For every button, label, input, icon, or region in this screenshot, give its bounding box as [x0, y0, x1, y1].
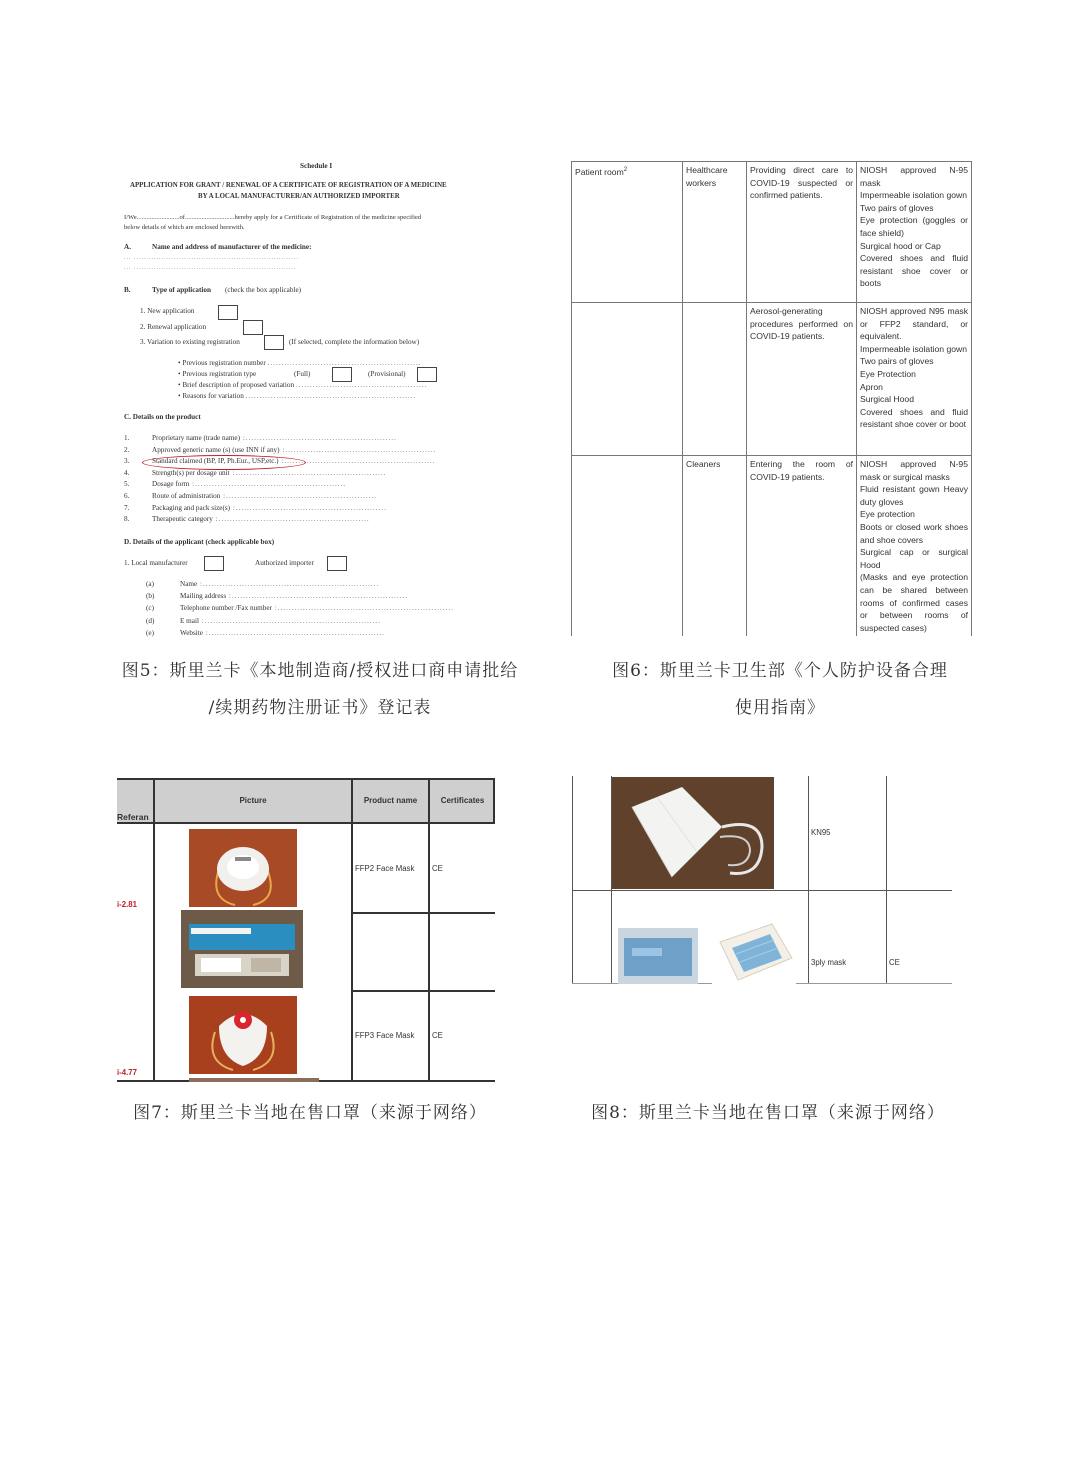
3ply-mask-photo [712, 918, 796, 984]
table-border [886, 776, 887, 984]
figure-8-mask-table [570, 776, 954, 988]
ppe-item: NIOSH approved N-95 mask or surgical masks [860, 459, 968, 482]
figure-5-registration-form [112, 150, 522, 642]
caption-fig6-line1: 图6：斯里兰卡卫生部《个人防护设备合理 [612, 661, 948, 681]
table-border [493, 778, 495, 822]
row2-certificate: CE [889, 958, 900, 967]
fill-dots: :............................................................... [202, 628, 385, 637]
ppe-item: Boots or closed work shoes and shoe covers [860, 521, 968, 545]
section-a-label: A. [124, 243, 131, 251]
applicant-item-label [180, 617, 381, 625]
ppe-item: Impermeable isolation gown [860, 190, 968, 201]
product-item-text: Strength(s) per dosage unit [152, 468, 230, 477]
row3-product-name: FFP3 Face Mask [355, 1031, 415, 1040]
fill-dots: :............................................................... [197, 580, 380, 588]
table-row [572, 456, 972, 637]
3ply-box-photo [618, 928, 698, 984]
ppe-cell [857, 162, 972, 303]
authorized-importer-label: Authorized importer [255, 559, 314, 567]
product-item-number: 7. [124, 503, 130, 512]
table-border [351, 912, 495, 914]
ppe-item: Two pairs of gloves [860, 202, 934, 213]
setting-text: Patient room [575, 166, 624, 177]
caption-fig5-line1: 图5：斯里兰卡《本地制造商/授权进口商申请批给 [121, 661, 519, 681]
kn95-mask-photo [612, 777, 774, 889]
applicant-item-label [180, 592, 408, 600]
variation-note: (If selected, complete the information below) [289, 338, 420, 346]
product-item-text: Approved generic name (s) (use INN if any) [152, 445, 280, 454]
fill-dots: :...................................................... [240, 434, 397, 442]
product-item-label [152, 480, 346, 488]
ppe-item: Apron [860, 381, 883, 392]
table-border [808, 776, 809, 984]
row3-reference: i-4.77 [117, 1068, 137, 1077]
ppe-item: NIOSH approved N95 mask or FFP2 standard, or equivalent. [860, 306, 968, 342]
variation-label: 3. Variation to existing registration [140, 338, 240, 346]
ppe-item: (Masks and eye protection can be shared between rooms of confirmed cases or between rooms of suspected cases) [860, 572, 968, 633]
applicant-item-label [180, 604, 454, 612]
variation-checkbox [264, 335, 284, 350]
row1-reference: i-2.81 [117, 900, 137, 909]
activity-cell: Providing direct care to COVID-19 suspected or confirmed patients. [747, 162, 857, 303]
provisional-checkbox [417, 367, 437, 382]
header-product-name: Product name [353, 780, 428, 822]
product-item-text: Dosage form [152, 480, 190, 489]
ppe-item: Eye Protection [860, 368, 916, 379]
ppe-item: NIOSH approved N-95 mask [860, 165, 968, 188]
bullet-variation-desc: • Brief description of proposed variation ............................................... [178, 381, 428, 389]
ppe-guideline-table [571, 161, 972, 636]
local-manufacturer-checkbox [204, 556, 224, 571]
bullet-variation-reasons-text: Reasons for variation [182, 392, 244, 400]
caption-fig7: 图7：斯里兰卡当地在售口罩（来源于网络） [133, 1103, 487, 1123]
section-b-heading: Type of application [152, 286, 211, 294]
form-title-line1: APPLICATION FOR GRANT / RENEWAL OF A CERTIFICATE OF REGISTRATION OF A MEDICINE [130, 182, 447, 189]
table-border [428, 778, 430, 1082]
table-border [351, 778, 353, 1082]
fill-dots: :............................................................... [271, 604, 454, 613]
new-application-checkbox [218, 305, 238, 320]
ppe-cell [857, 303, 972, 456]
section-c-heading: C. Details on the product [124, 413, 201, 421]
caption-fig5-line2: /续期药物注册证书》登记表 [208, 698, 432, 718]
row1-certificate: CE [432, 864, 443, 873]
fill-dots: :...................................................... [279, 445, 437, 454]
row3-certificate: CE [432, 1031, 443, 1040]
ppe-item: Fluid resistant gown Heavy duty gloves [860, 484, 968, 507]
authorized-importer-checkbox [327, 556, 347, 571]
fill-dots: :...................................................... [220, 492, 378, 500]
form-intro-line1: I/We..........................of..............................hereby apply for a Certificate of Registration of the medicine specified [124, 214, 422, 221]
table-border [351, 990, 495, 992]
applicant-item-label [180, 580, 379, 588]
header-certificates: Certificates [430, 780, 495, 822]
renewal-application-checkbox [243, 320, 263, 335]
applicant-item-text: Name [180, 580, 198, 588]
table-border [117, 822, 495, 824]
applicant-item-letter: (e) [146, 628, 154, 637]
section-a-dots1: ... .................................................................. [124, 255, 299, 261]
product-item-label [152, 446, 436, 454]
ppe-item: Surgical Hood [860, 394, 914, 405]
ppe-item: Covered shoes and fluid resistant shoe cover or boots [860, 253, 968, 289]
bullet-prev-reg-number: • Previous registration number ....................................................... [178, 359, 422, 367]
product-item-label [152, 434, 397, 442]
product-item-number: 4. [124, 468, 130, 477]
caption-fig8: 图8：斯里兰卡当地在售口罩（来源于网络） [591, 1103, 945, 1123]
applicant-item-text: Telephone number /Fax number [180, 604, 272, 613]
fill-dots: :...................................................... [230, 503, 387, 512]
ppe-item: Impermeable isolation gown [860, 343, 968, 354]
ppe-item: Eye protection (goggles or face shield) [860, 215, 968, 238]
full-checkbox [332, 367, 352, 382]
renewal-application-label: 2. Renewal application [140, 323, 207, 331]
fill-dots: :...................................................... [278, 457, 436, 466]
bullet-variation-reasons: • Reasons for variation ............................................................. [178, 392, 417, 400]
product-item-text: Packaging and pack size(s) [152, 503, 231, 512]
product-item-text: Therapeutic category [152, 515, 213, 524]
ppe-item: Covered shoes and fluid resistant shoe cover or boot [860, 406, 968, 430]
new-application-label: 1. New application [140, 307, 195, 315]
full-option-label: (Full) [294, 370, 311, 378]
applicant-item-text: Website [180, 628, 203, 637]
table-border [572, 890, 952, 891]
applicant-item-label [180, 629, 385, 637]
product-item-text: Standard claimed (BP, IP, Ph.Eur., USP,etc.) [152, 457, 279, 466]
fill-dots: :...................................................... [189, 480, 347, 489]
product-item-label [152, 504, 387, 512]
form-intro-line2: below details of which are enclosed herewith. [124, 224, 245, 231]
fill-dots: :............................................................... [198, 616, 381, 625]
header-reference: Referan [117, 812, 149, 822]
ppe-item: Surgical cap or surgical Hood [860, 547, 968, 570]
ffp3-mask-photo [189, 996, 297, 1074]
bullet-variation-desc-text: Brief description of proposed variation [182, 381, 295, 389]
product-item-number: 6. [124, 492, 130, 500]
setting-cell [572, 162, 683, 303]
product-item-number: 1. [124, 434, 130, 442]
section-b-note: (check the box applicable) [225, 286, 302, 294]
ppe-item: Eye protection [860, 509, 915, 520]
table-border [117, 778, 495, 780]
section-d-heading: D. Details of the applicant (check applicable box) [124, 538, 275, 546]
applicant-item-letter: (d) [146, 616, 155, 625]
photo-strip [189, 1078, 319, 1082]
setting-cell [572, 456, 683, 637]
caption-fig6-line2: 使用指南》 [735, 698, 825, 718]
header-picture: Picture [155, 780, 351, 822]
section-a-heading: Name and address of manufacturer of the medicine: [152, 243, 312, 251]
mask-boxes-photo [181, 910, 303, 988]
ffp2-mask-photo [189, 829, 297, 907]
ppe-item: Two pairs of gloves [860, 356, 934, 367]
product-item-text: Route of administration [152, 492, 221, 500]
applicant-item-letter: (b) [146, 592, 155, 601]
footnote-marker: 2 [623, 167, 628, 173]
local-manufacturer-label: 1. Local manufacturer [124, 559, 188, 567]
fill-dots: :............................................................... [226, 592, 409, 601]
ppe-item: Surgical hood or Cap [860, 240, 941, 251]
activity-cell: Aerosol-generating procedures performed on COVID-19 patients. [747, 303, 857, 456]
fill-dots: :...................................................... [229, 468, 387, 477]
table-row [572, 303, 972, 456]
figure-7-mask-table [117, 778, 495, 1082]
applicant-item-letter: (c) [146, 604, 154, 613]
applicant-item-letter: (a) [146, 580, 154, 588]
ppe-cell [857, 456, 972, 637]
ppe-list [860, 458, 968, 634]
personnel-cell: Cleaners [683, 456, 747, 637]
red-annotation-ellipse [142, 455, 306, 470]
setting-cell [572, 303, 683, 456]
product-item-number: 3. [124, 457, 130, 466]
table-row [572, 162, 972, 303]
product-item-label [152, 515, 370, 523]
fill-dots: :...................................................... [212, 515, 370, 524]
table-border [572, 776, 573, 984]
personnel-cell [683, 303, 747, 456]
product-item-number: 2. [124, 445, 130, 454]
ppe-list [860, 305, 968, 431]
personnel-cell: Healthcare workers [683, 162, 747, 303]
row1-product-name: KN95 [811, 828, 831, 837]
bullet-prev-reg-type-text: Previous registration type [182, 370, 257, 378]
product-item-number: 8. [124, 515, 130, 524]
ppe-list [860, 164, 968, 290]
schedule-heading: Schedule I [300, 162, 333, 170]
form-title-line2: BY A LOCAL MANUFACTURER/AN AUTHORIZED IMPORTER [198, 193, 400, 200]
row2-product-name: 3ply mask [811, 958, 847, 967]
row1-product-name: FFP2 Face Mask [355, 864, 415, 873]
product-item-number: 5. [124, 480, 130, 489]
activity-cell: Entering the room of COVID-19 patients. [747, 456, 857, 637]
applicant-item-text: Mailing address [180, 592, 227, 601]
provisional-option-label: (Provisional) [368, 370, 406, 378]
product-item-label [152, 469, 386, 477]
applicant-item-text: E mail [180, 616, 199, 625]
figure-6-ppe-table [571, 161, 971, 633]
table-border [153, 778, 155, 1082]
product-item-label [152, 492, 377, 500]
bullet-prev-reg-number-text: Previous registration number [182, 359, 266, 367]
section-a-dots2: ... ................................................................. [124, 265, 297, 271]
section-b-label: B. [124, 286, 131, 294]
product-item-text: Proprietary name (trade name) [152, 434, 241, 442]
bullet-prev-reg-type: • Previous registration type [178, 370, 257, 378]
